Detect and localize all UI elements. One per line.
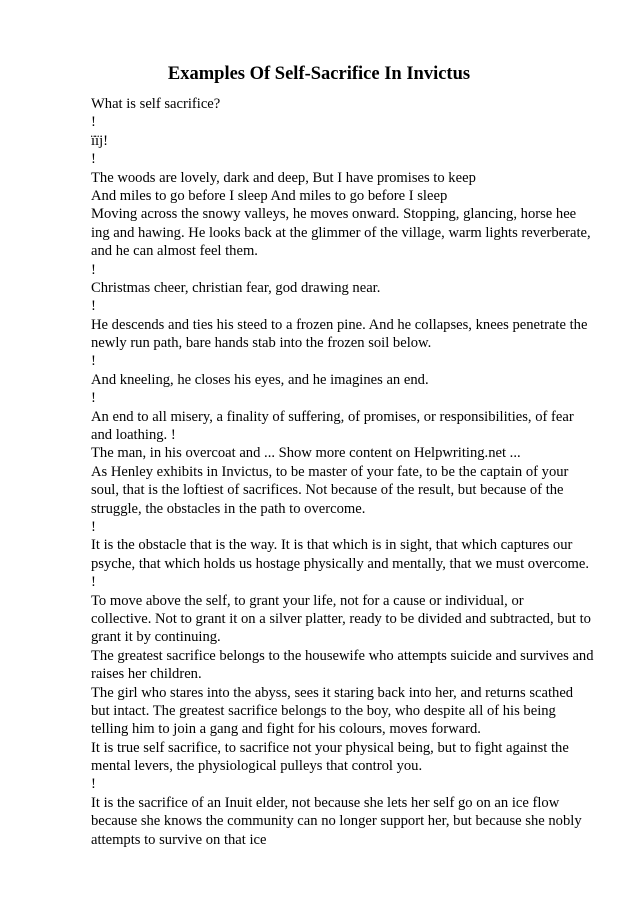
body-line: ! [91, 776, 96, 793]
body-line: psyche, that which holds us hostage physically and mentally, that we must overcome. [91, 555, 589, 572]
body-line: And kneeling, he closes his eyes, and he imagines an end. [91, 371, 429, 388]
body-line: The greatest sacrifice belongs to the housewife who attempts suicide and survives and [91, 647, 594, 664]
body-line: newly run path, bare hands stab into the frozen soil below. [91, 335, 432, 352]
body-line: To move above the self, to grant your life, not for a cause or individual, or [91, 592, 524, 609]
body-line: ïïj! [91, 132, 109, 149]
body-line: and he can almost feel them. [91, 243, 258, 260]
body-line: It is the obstacle that is the way. It is that which is in sight, that which captures our [91, 537, 573, 554]
body-line: ! [91, 114, 96, 131]
body-line: attempts to survive on that ice [91, 831, 267, 848]
body-line: and loathing. ! [91, 427, 176, 444]
body-line: It is the sacrifice of an Inuit elder, not because she lets her self go on an ice flow [91, 794, 560, 811]
body-line: The girl who stares into the abyss, sees it staring back into her, and returns scathed [91, 684, 574, 701]
body-line: And miles to go before I sleep And miles to go before I sleep [91, 187, 448, 204]
body-line: It is true self sacrifice, to sacrifice not your physical being, but to fight against the [91, 739, 569, 756]
body-line: Christmas cheer, christian fear, god drawing near. [91, 279, 381, 296]
body-line: ing and hawing. He looks back at the glimmer of the village, warm lights reverberate, [91, 224, 591, 241]
body-line: ! [91, 574, 96, 591]
document-title: Examples Of Self-Sacrifice In Invictus [167, 64, 471, 84]
body-line: ! [91, 298, 96, 315]
body-line: ! [91, 261, 96, 278]
body-line: because she knows the community can no longer support her, but because she nobly [91, 813, 582, 830]
body-line: telling him to join a gang and fight for his colours, moves forward. [91, 721, 481, 738]
body-line: The man, in his overcoat and ... Show more content on Helpwriting.net ... [91, 445, 521, 462]
body-line: ! [91, 353, 96, 370]
body-line: soul, that is the loftiest of sacrifices. Not because of the result, but because of the [91, 482, 564, 499]
body-line: mental levers, the physiological pulleys that control you. [91, 758, 423, 775]
body-line: raises her children. [91, 666, 202, 683]
document-body [91, 95, 601, 849]
body-line: ! [91, 390, 96, 407]
body-line: grant it by continuing. [91, 629, 221, 646]
body-line: ! [91, 151, 96, 168]
body-line: ! [91, 518, 96, 535]
body-line: collective. Not to grant it on a silver platter, ready to be divided and subtracted, but to [91, 610, 591, 627]
body-line: struggle, the obstacles in the path to overcome. [91, 500, 366, 517]
body-line: Moving across the snowy valleys, he moves onward. Stopping, glancing, horse hee [91, 206, 577, 223]
body-line: The woods are lovely, dark and deep, But I have promises to keep [91, 169, 476, 186]
body-line: What is self sacrifice? [91, 96, 221, 112]
body-line: An end to all misery, a finality of suffering, of promises, or responsibilities, of fear [91, 408, 574, 425]
body-line: He descends and ties his steed to a frozen pine. And he collapses, knees penetrate the [91, 316, 588, 333]
body-line: As Henley exhibits in Invictus, to be master of your fate, to be the captain of your [91, 463, 569, 480]
body-line: but intact. The greatest sacrifice belongs to the boy, who despite all of his being [91, 702, 556, 719]
